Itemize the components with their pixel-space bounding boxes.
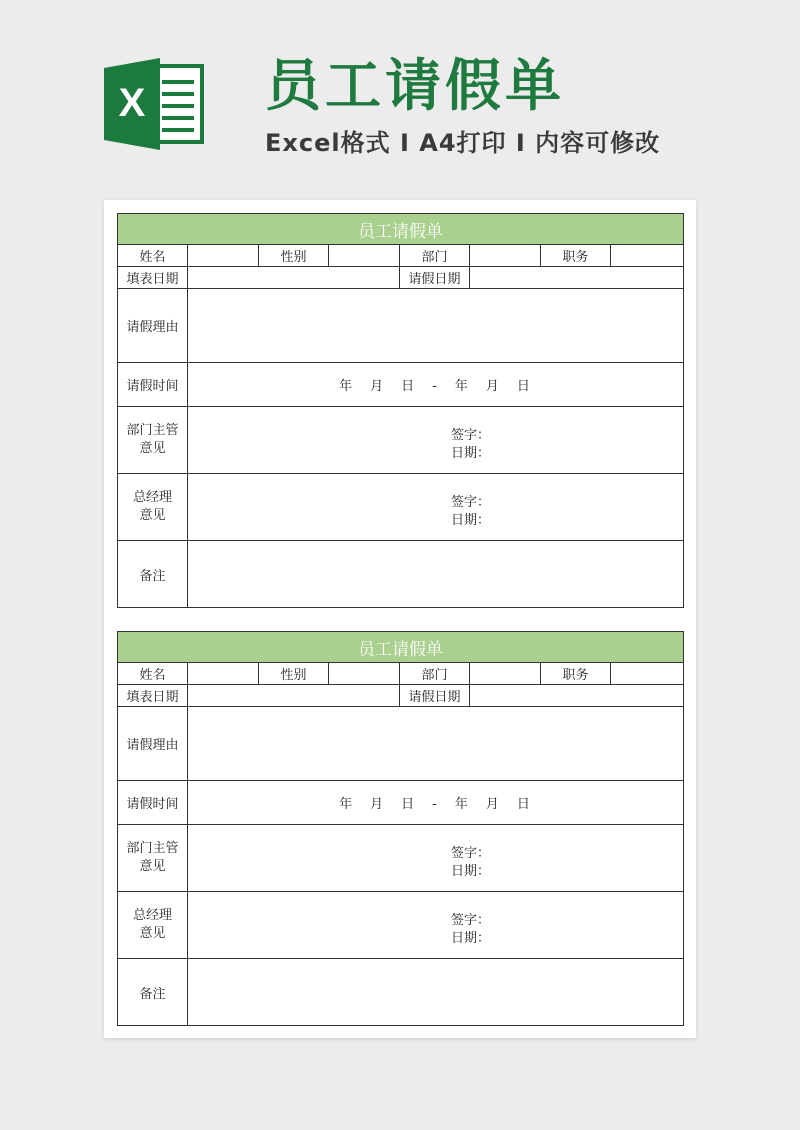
input-leave-time[interactable] [188, 363, 684, 407]
input-gm-opinion[interactable] [188, 474, 684, 541]
gm-date-label: 日期： [450, 513, 490, 528]
input-remark[interactable] [188, 541, 684, 608]
label-position: 职务 [541, 663, 611, 685]
label-department: 部门 [400, 663, 470, 685]
label-dept-opinion: 部门主管 意见 [118, 407, 188, 474]
input-position[interactable] [611, 663, 684, 685]
label-leave-time: 请假时间 [118, 363, 188, 407]
leave-time-template: 年 月 日 - 年 月 日 [339, 797, 532, 812]
input-position[interactable] [611, 245, 684, 267]
label-gender: 性别 [259, 245, 329, 267]
label-department: 部门 [400, 245, 470, 267]
input-name[interactable] [188, 663, 259, 685]
input-department[interactable] [470, 245, 541, 267]
input-reason[interactable] [188, 289, 684, 363]
label-dept-opinion: 部门主管 意见 [118, 825, 188, 892]
form-title: 员工请假单 [118, 632, 684, 663]
page-title: 员工请假单 [265, 54, 565, 119]
input-fill-date[interactable] [188, 685, 400, 707]
label-leave-date: 请假日期 [400, 685, 470, 707]
form-title: 员工请假单 [118, 214, 684, 245]
leave-form [117, 213, 683, 608]
excel-logo-letter: X [118, 81, 146, 125]
label-leave-time: 请假时间 [118, 781, 188, 825]
dept-sign-label: 签字： [450, 428, 490, 443]
excel-icon [104, 58, 204, 150]
input-gm-opinion[interactable] [188, 892, 684, 959]
label-fill-date: 填表日期 [118, 685, 188, 707]
dept-date-label: 日期： [450, 446, 490, 461]
label-leave-date: 请假日期 [400, 267, 470, 289]
input-dept-opinion[interactable] [188, 407, 684, 474]
leave-time-template: 年 月 日 - 年 月 日 [339, 379, 532, 394]
leave-form-table [117, 631, 684, 1026]
input-department[interactable] [470, 663, 541, 685]
gm-sign-label: 签字： [450, 495, 490, 510]
input-dept-opinion[interactable] [188, 825, 684, 892]
input-fill-date[interactable] [188, 267, 400, 289]
input-remark[interactable] [188, 959, 684, 1026]
dept-sign-label: 签字： [450, 846, 490, 861]
label-fill-date: 填表日期 [118, 267, 188, 289]
label-name: 姓名 [118, 245, 188, 267]
label-reason: 请假理由 [118, 289, 188, 363]
input-gender[interactable] [329, 245, 400, 267]
label-remark: 备注 [118, 959, 188, 1026]
page-header [0, 0, 800, 190]
page-subtitle: Excel格式 I A4打印 I 内容可修改 [265, 129, 661, 157]
label-reason: 请假理由 [118, 707, 188, 781]
gm-sign-label: 签字： [450, 913, 490, 928]
label-name: 姓名 [118, 663, 188, 685]
input-leave-date[interactable] [470, 267, 684, 289]
input-leave-time[interactable] [188, 781, 684, 825]
label-gm-opinion: 总经理 意见 [118, 474, 188, 541]
input-reason[interactable] [188, 707, 684, 781]
label-remark: 备注 [118, 541, 188, 608]
input-gender[interactable] [329, 663, 400, 685]
label-gm-opinion: 总经理 意见 [118, 892, 188, 959]
leave-form-table [117, 213, 684, 608]
label-position: 职务 [541, 245, 611, 267]
input-name[interactable] [188, 245, 259, 267]
input-leave-date[interactable] [470, 685, 684, 707]
leave-form [117, 631, 683, 1026]
gm-date-label: 日期： [450, 931, 490, 946]
label-gender: 性别 [259, 663, 329, 685]
dept-date-label: 日期： [450, 864, 490, 879]
